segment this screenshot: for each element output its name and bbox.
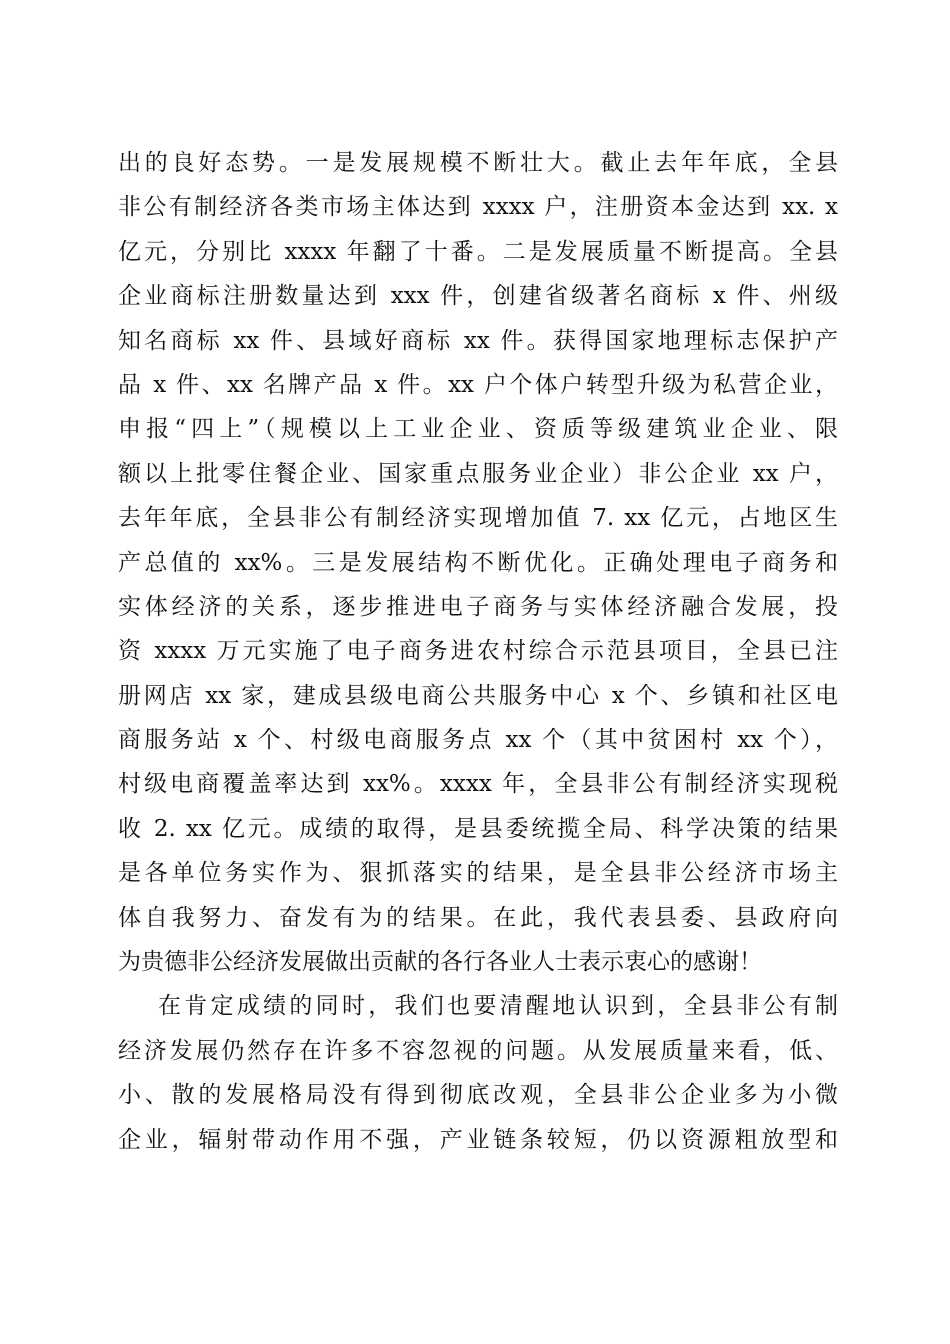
body-text — [118, 141, 838, 1162]
text-line: 实体经济的关系，逐步推进电子商务与实体经济融合发展，投 — [118, 593, 838, 620]
text-line: 是各单位务实作为、狠抓落实的结果，是全县非公经济市场主 — [118, 860, 838, 887]
text-line: 商服务站 x 个、村级电商服务点 xx 个（其中贫困村 xx 个）， — [118, 727, 838, 754]
text-line: 体自我努力、奋发有为的结果。在此，我代表县委、县政府向 — [118, 904, 838, 931]
text-line: 额以上批零住餐企业、国家重点服务业企业）非公企业 xx 户， — [118, 460, 838, 487]
text-line: 出的良好态势。一是发展规模不断壮大。截止去年年底，全县 — [118, 150, 838, 176]
text-line: 非公有制经济各类市场主体达到 xxxx 户，注册资本金达到 xx. x — [118, 194, 838, 221]
text-line: 村级电商覆盖率达到 xx%。xxxx 年，全县非公有制经济实现税 — [118, 771, 838, 798]
paragraph-start-line: 在肯定成绩的同时，我们也要清醒地认识到，全县非公有制 — [158, 993, 838, 1020]
text-line: 品 x 件、xx 名牌产品 x 件。xx 户个体户转型升级为私营企业， — [118, 371, 838, 398]
text-line: 经济发展仍然存在许多不容忽视的问题。从发展质量来看，低、 — [118, 1037, 838, 1064]
text-line: 册网店 xx 家，建成县级电商公共服务中心 x 个、乡镇和社区电 — [118, 682, 838, 709]
text-line: 企业，辐射带动作用不强，产业链条较短，仍以资源粗放型和 — [118, 1126, 838, 1153]
text-line: 小、散的发展格局没有得到彻底改观，全县非公企业多为小微 — [118, 1082, 838, 1109]
text-line: 收 2. xx 亿元。成绩的取得，是县委统揽全局、科学决策的结果 — [118, 815, 838, 842]
text-line: 申报“四上”（规模以上工业企业、资质等级建筑业企业、限 — [118, 416, 838, 443]
text-line: 企业商标注册数量达到 xxx 件，创建省级著名商标 x 件、州级 — [118, 283, 838, 310]
text-line: 产总值的 xx%。三是发展结构不断优化。正确处理电子商务和 — [118, 549, 838, 576]
text-line: 知名商标 xx 件、县域好商标 xx 件。获得国家地理标志保护产 — [118, 327, 838, 354]
text-line: 亿元，分别比 xxxx 年翻了十番。二是发展质量不断提高。全县 — [118, 238, 838, 265]
paragraph-end-line: 为贵德非公经济发展做出贡献的各行各业人士表示衷心的感谢！ — [118, 949, 762, 976]
text-line: 去年年底，全县非公有制经济实现增加值 7. xx 亿元，占地区生 — [118, 505, 838, 532]
text-line: 资 xxxx 万元实施了电子商务进农村综合示范县项目，全县已注 — [118, 638, 838, 665]
